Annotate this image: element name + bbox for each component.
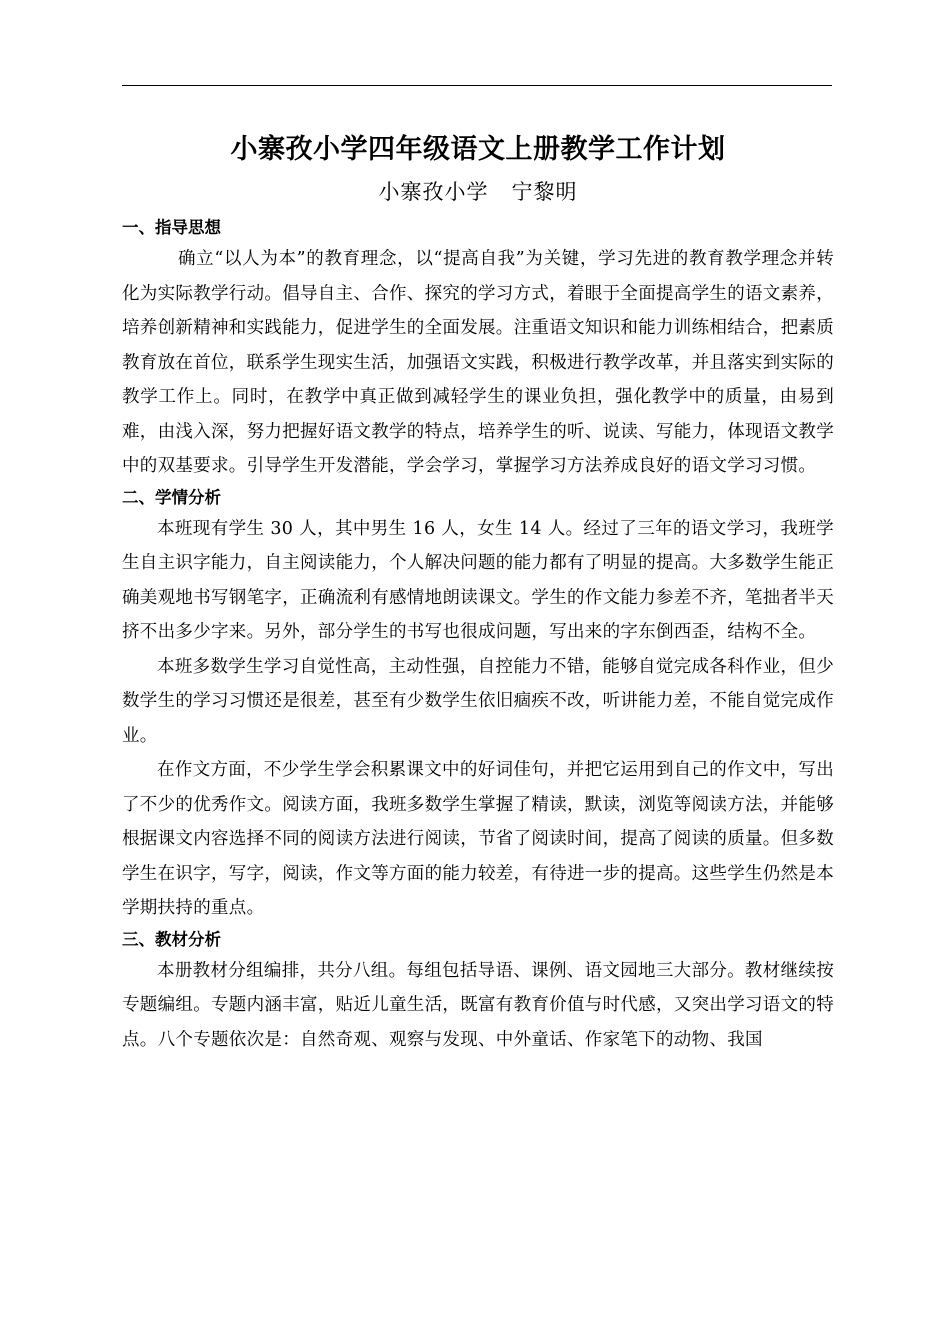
section-heading: 三、教材分析 [122,929,221,949]
paragraph: 本班现有学生 30 人，其中男生 16 人，女生 14 人。经过了三年的语文学习，我班学生自主识字能力，自主阅读能力，个人解决问题的能力都有了明显的提高。大多数学生能正确美观地书写钢笔字，正确流利有感情地朗读课文。学生的作文能力参差不齐，笔拙者半天挤不出多少字来。另外，部分学生的书写也很成问题，写出来的字东倒西歪，结构不全。 [122,518,834,642]
paragraph: 本册教材分组编排，共分八组。每组包括导语、课例、语文园地三大部分。教材继续按专题编组。专题内涵丰富，贴近儿童生活，既富有教育价值与时代感，又突出学习语文的特点。八个专题依次是：自然奇观、观察与发现、中外童话、作家笔下的动物、我国 [122,960,834,1050]
author-line: 小寨孜小学 宁黎明 [378,180,578,204]
section-heading: 二、学情分析 [122,487,221,507]
document-body [122,128,834,1057]
paragraph: 在作文方面，不少学生学会积累课文中的好词佳句，并把它运用到自己的作文中，写出了不少的优秀作文。阅读方面，我班多数学生掌握了精读，默读，浏览等阅读方法，并能够根据课文内容选择不同的阅读方法进行阅读，节省了阅读时间，提高了阅读的质量。但多数学生在识字，写字，阅读，作文等方面的能力较差，有待进一步的提高。这些学生仍然是本学期扶持的重点。 [122,760,834,918]
document-title: 小寨孜小学四年级语文上册教学工作计划 [230,134,726,165]
section-textbook-analysis [122,926,834,1058]
paragraph: 确立“以人为本”的教育理念，以“提高自我”为关键，学习先进的教育教学理念并转化为实际教学行动。倡导自主、合作、探究的学习方式，着眼于全面提高学生的语文素养，培养创新精神和实践能力，促进学生的全面发展。注重语文知识和能力训练相结合，把素质教育放在首位，联系学生现实生活，加强语文实践，积极进行教学改革，并且落实到实际的教学工作上。同时，在教学中真正做到减轻学生的课业负担，强化教学中的质量，由易到难，由浅入深，努力把握好语文教学的特点，培养学生的听、说读、写能力，体现语文教学中的双基要求。引导学生开发潜能，学会学习，掌握学习方法养成良好的语文学习习惯。 [122,249,834,476]
section-heading: 一、指导思想 [122,218,221,237]
section-student-analysis [122,484,834,926]
section-guiding-ideology [122,214,834,484]
header-rule [122,85,832,86]
paragraph: 本班多数学生学习自觉性高，主动性强，自控能力不错，能够自觉完成各科作业，但少数学生的学习习惯还是很差，甚至有少数学生依旧痼疾不改，听讲能力差，不能自觉完成作业。 [122,656,834,746]
